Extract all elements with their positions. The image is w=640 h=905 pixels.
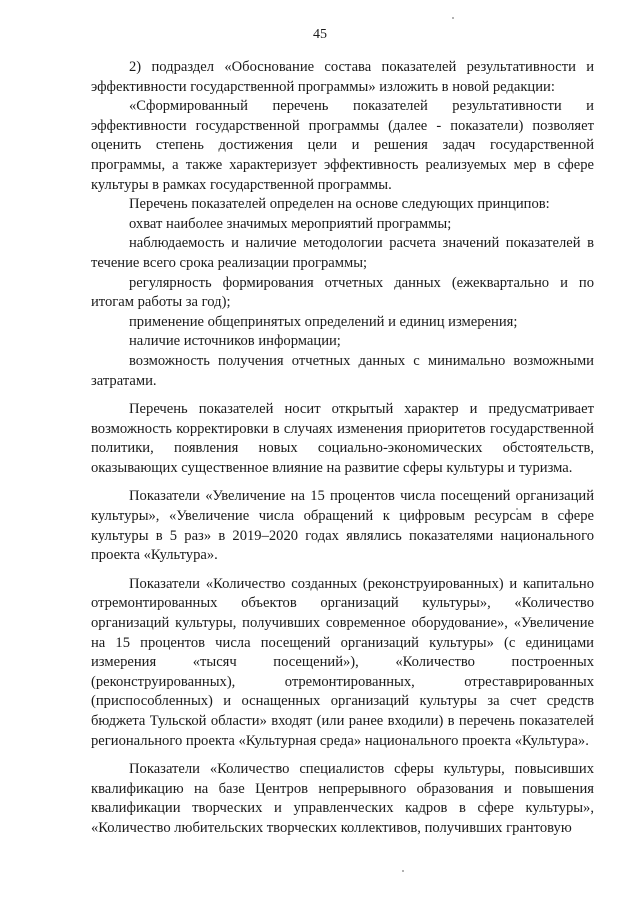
paragraph-principle: регулярность формирования отчетных данных (ежеквартально и по итогам работы за год); bbox=[91, 274, 594, 311]
paragraph-principles-lead: Перечень показателей определен на основе следующих принципов: bbox=[129, 196, 550, 213]
paragraph-national-project: Показатели «Увеличение на 15 процентов числа посещений организаций культуры», «Увеличение числа обращений к цифровым ресурсам в сфере культуры в 5 раз» в 2019–2020 годах являлись показателями национального проекта «Культура». bbox=[91, 488, 594, 564]
paragraph-specialists: Показатели «Количество специалистов сферы культуры, повысивших квалификацию на базе Центров непрерывного образования и повышения квалификации творческих и управленческих кадров в сфере культуры», «Количество любительских творческих коллективов, получивших грантовую bbox=[91, 761, 594, 836]
scan-speck bbox=[452, 17, 454, 19]
paragraph-principle: возможность получения отчетных данных с минимально возможными затратами. bbox=[91, 352, 594, 389]
paragraph-subsection-heading: 2) подраздел «Обоснование состава показателей результативности и эффективности государственной программы» изложить в новой редакции: bbox=[91, 59, 594, 95]
page-number: 45 bbox=[313, 27, 327, 42]
paragraph-principle: охват наиболее значимых мероприятий программы; bbox=[129, 215, 452, 232]
paragraph-principle: применение общепринятых определений и единиц измерения; bbox=[129, 313, 518, 330]
scan-speck bbox=[402, 870, 404, 872]
paragraph-principle: наблюдаемость и наличие методологии расчета значений показателей в течение всего срока реализации программы; bbox=[91, 235, 594, 271]
paragraph-principle: наличие источников информации; bbox=[129, 333, 341, 350]
paragraph-intro: «Сформированный перечень показателей результативности и эффективности государственной программы (далее - показатели) позволяет оценить степень достижения цели и решения задач государственной программы, а также характеризует эффективность реализуемых мер в сфере культуры в рамках государственной программы. bbox=[91, 98, 594, 193]
document-body bbox=[91, 58, 594, 839]
paragraph-regional-project: Показатели «Количество созданных (реконструированных) и капитально отремонтированных объектов организаций культуры», «Количество организаций культуры, получивших современное оборудование», «Увеличение на 15 процентов числа посещений организаций культуры» (с единицами измерения «тысяч посещений»), «Количество построенных (реконструированных), отремонтированных, отреставрированных (приспособленных) и оснащенных организаций культуры за счет средств бюджета Тульской области» входят (или ранее входили) в перечень показателей регионального проекта «Культурная среда» национального проекта «Культура». bbox=[91, 575, 594, 749]
paragraph-open-list: Перечень показателей носит открытый характер и предусматривает возможность корректировки в случаях изменения приоритетов государственной политики, появления новых социально-экономических обстоятельств, оказывающих существенное влияние на развитие сферы культуры и туризма. bbox=[91, 401, 594, 476]
